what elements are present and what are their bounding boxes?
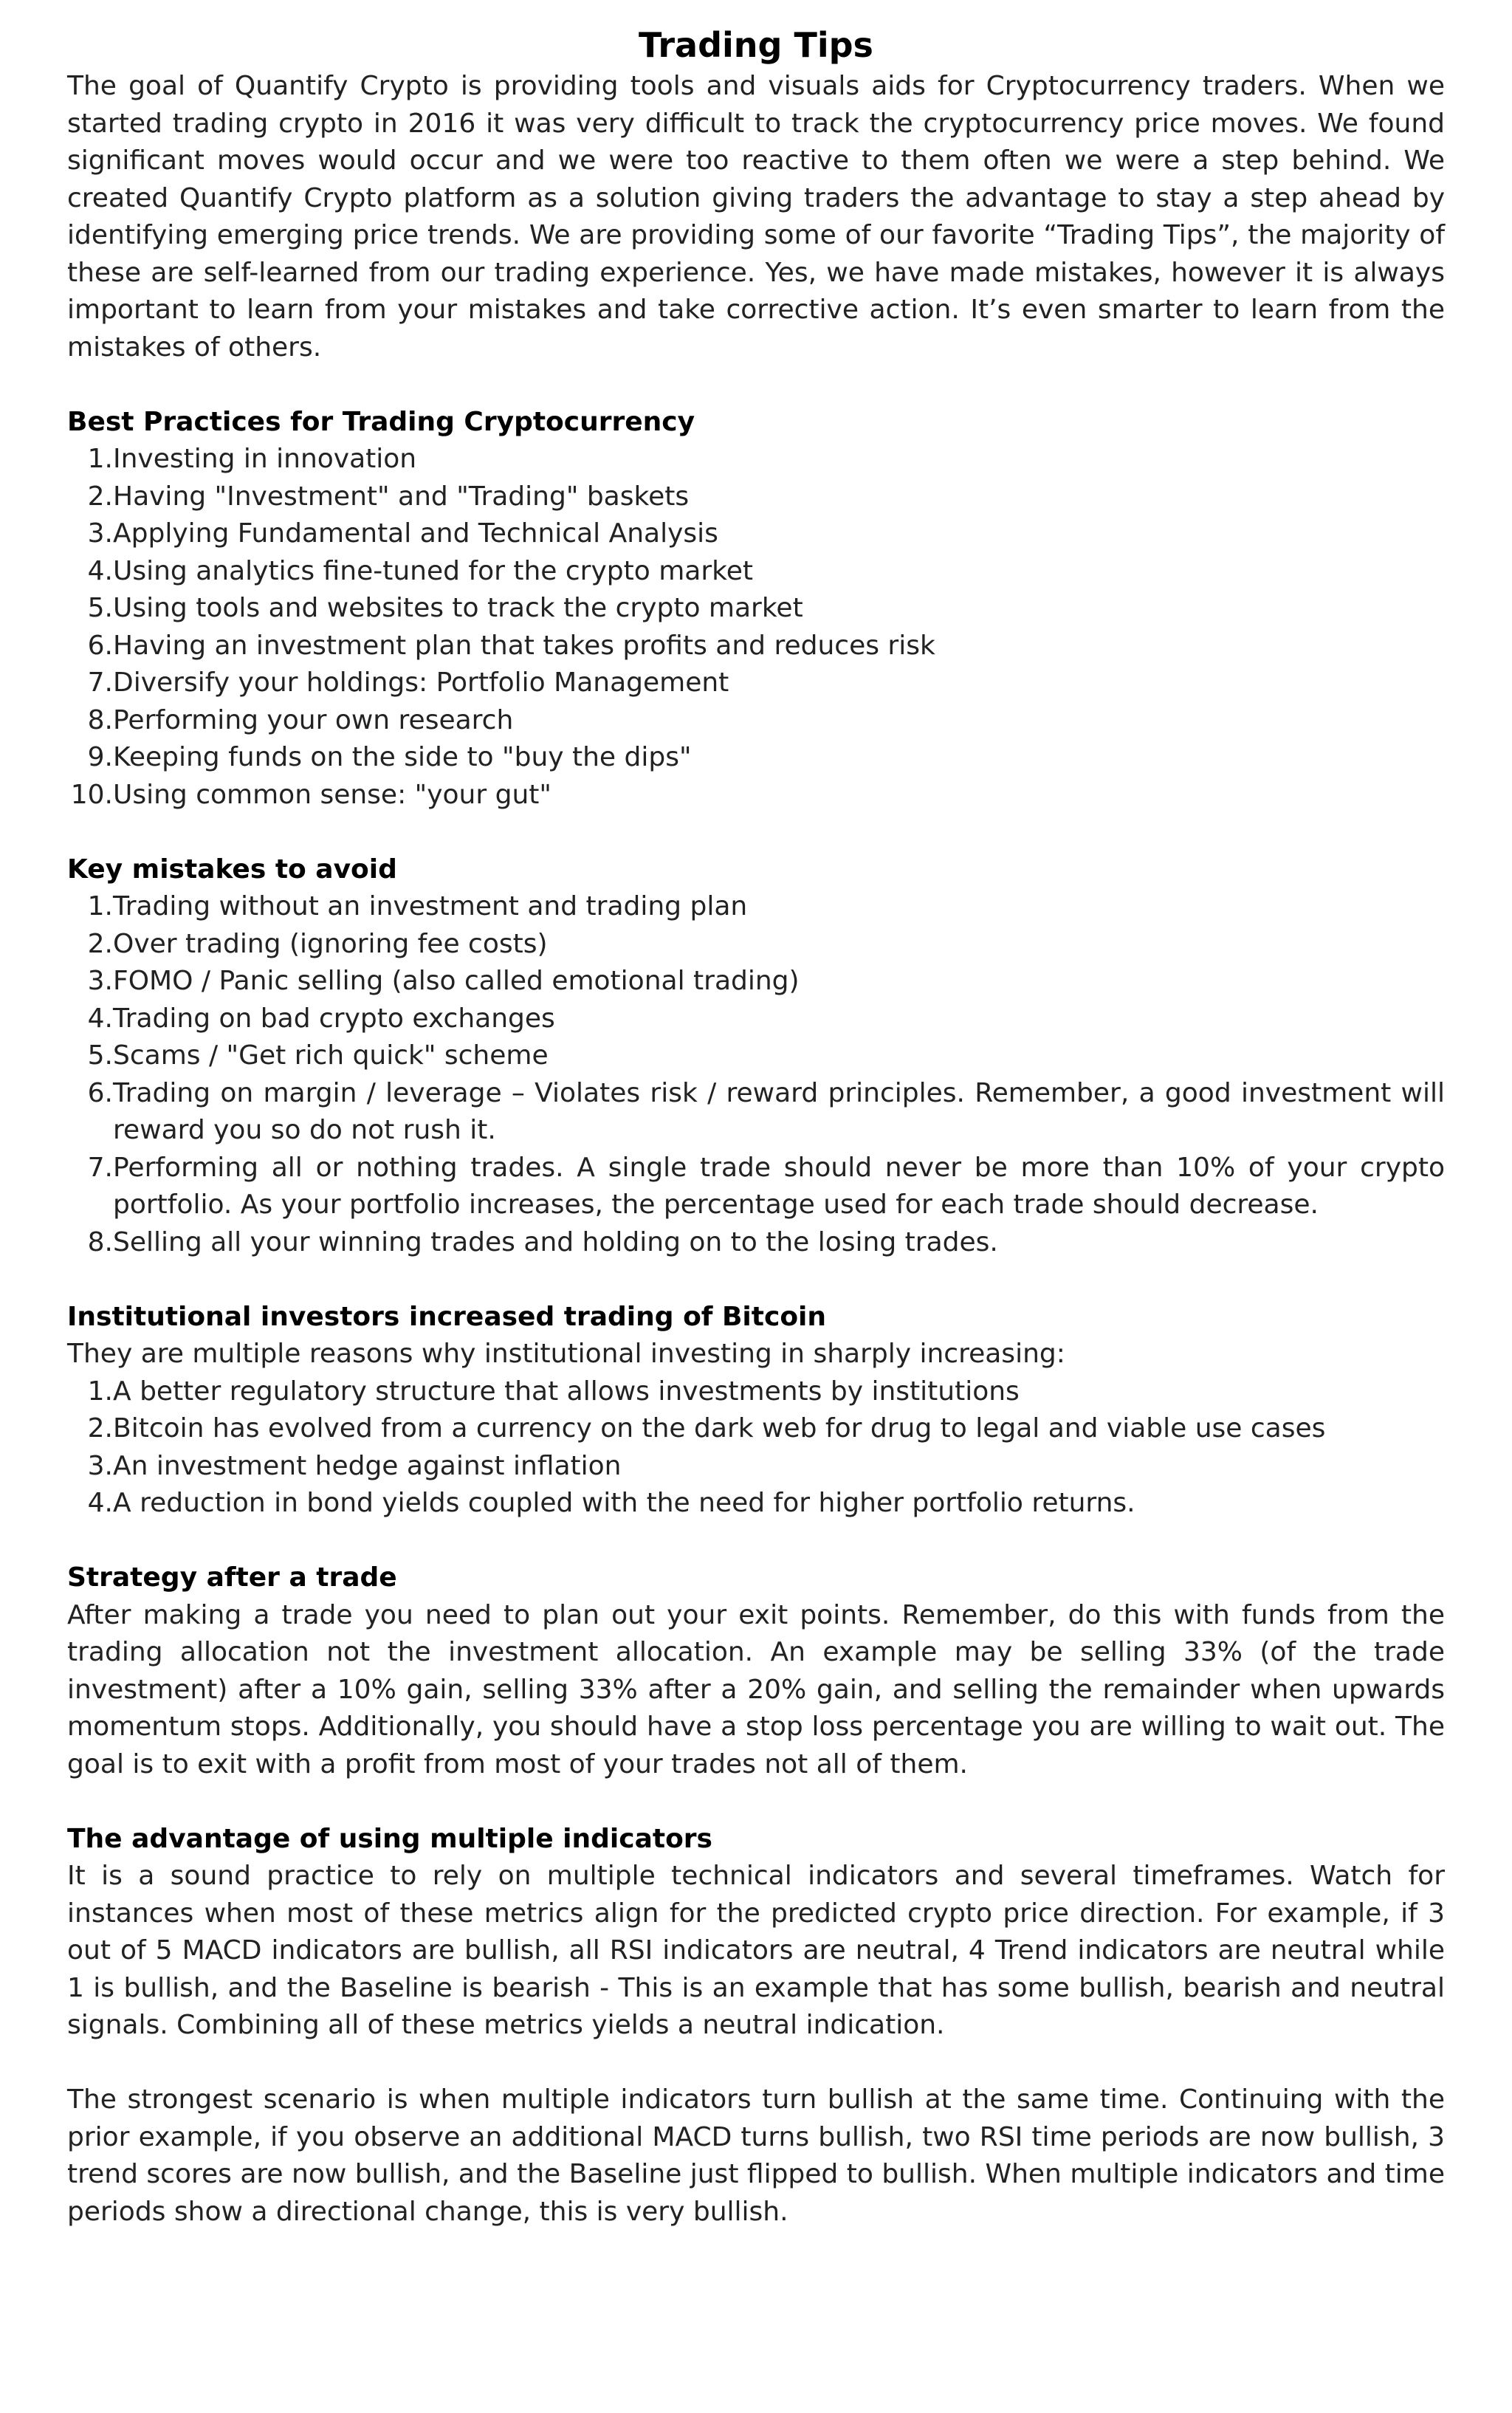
list-item-text: A better regulatory structure that allows investments by institutions <box>113 1376 1020 1407</box>
list-item-text: Keeping funds on the side to "buy the dips" <box>113 742 692 772</box>
list-number: 3. <box>87 966 113 996</box>
list-number: 5. <box>87 593 113 623</box>
list-item <box>67 441 1445 478</box>
intro-paragraph: The goal of Quantify Crypto is providing tools and visuals aids for Cryptocurrency traders. When we started trading crypto in 2016 it was very difficult to track the cryptocurrency price moves. We found significant moves would occur and we were too reactive to them often we were a step behind. We created Quantify Crypto platform as a solution giving traders the advantage to stay a step ahead by identifying emerging price trends. We are providing some of our favorite “Trading Tips”, the majority of these are self-learned from our trading experience. Yes, we have made mistakes, however it is always important to learn from your mistakes and take corrective action. It’s even smarter to learn from the mistakes of others. <box>67 71 1445 363</box>
spacer <box>67 1783 1445 1821</box>
spacer <box>67 1261 1445 1299</box>
list-number: 4. <box>87 1488 113 1518</box>
list-item <box>67 1373 1445 1411</box>
list-item <box>67 739 1445 777</box>
list-item <box>67 888 1445 926</box>
list-item-text: Trading without an investment and trading plan <box>113 891 748 921</box>
list-item <box>67 1485 1445 1523</box>
mistakes-list <box>67 888 1445 1261</box>
institutional-intro: They are multiple reasons why institutional investing in sharply increasing: <box>67 1339 1065 1369</box>
list-item-text: Investing in innovation <box>113 444 417 474</box>
list-item <box>67 1150 1445 1224</box>
institutional-heading: Institutional investors increased trading of Bitcoin <box>67 1301 827 1332</box>
spacer <box>67 366 1445 404</box>
list-number: 4. <box>87 1003 113 1034</box>
document-page <box>67 22 1445 2231</box>
list-item <box>67 777 1445 814</box>
spacer <box>67 1523 1445 1560</box>
list-item-text: Having an investment plan that takes profits and reduces risk <box>113 630 935 661</box>
list-number: 1. <box>87 891 113 921</box>
list-item-text: An investment hedge against inflation <box>113 1450 622 1481</box>
list-number: 3. <box>87 518 113 549</box>
spacer <box>67 2045 1445 2082</box>
list-item <box>67 590 1445 628</box>
list-item <box>67 1000 1445 1038</box>
list-item <box>67 515 1445 553</box>
list-item-text: A reduction in bond yields coupled with the need for higher portfolio returns. <box>113 1488 1135 1518</box>
list-number: 9. <box>87 742 113 772</box>
list-item <box>67 553 1445 591</box>
list-number: 3. <box>87 1450 113 1481</box>
list-item-text: Using common sense: "your gut" <box>113 779 551 810</box>
list-item-text: Trading on margin / leverage – Violates risk / reward principles. Remember, a good investment will reward you so do not rush it. <box>113 1077 1445 1145</box>
list-number: 8. <box>87 704 113 735</box>
best-practices-heading: Best Practices for Trading Cryptocurrency <box>67 406 695 437</box>
strategy-paragraph: After making a trade you need to plan out your exit points. Remember, do this with funds from the trading allocation not the investment allocation. An example may be selling 33% (of the trade investment) after a 10% gain, selling 33% after a 20% gain, and selling the remainder when upwards momentum stops. Additionally, you should have a stop loss percentage you are willing to wait out. The goal is to exit with a profit from most of your trades not all of them. <box>67 1599 1445 1779</box>
list-item <box>67 1410 1445 1448</box>
indicators-heading: The advantage of using multiple indicators <box>67 1823 712 1854</box>
list-number: 5. <box>87 1040 113 1071</box>
list-number: 1. <box>87 1376 113 1407</box>
list-number: 8. <box>87 1226 113 1257</box>
list-item-text: FOMO / Panic selling (also called emotional trading) <box>113 966 800 996</box>
list-number: 10. <box>70 779 113 810</box>
list-item-text: Selling all your winning trades and holding on to the losing trades. <box>113 1226 998 1257</box>
list-item <box>67 702 1445 740</box>
list-item-text: Applying Fundamental and Technical Analysis <box>113 518 718 549</box>
list-number: 2. <box>87 481 113 512</box>
list-item <box>67 478 1445 516</box>
list-item <box>67 926 1445 964</box>
list-number: 2. <box>87 1413 113 1444</box>
list-number: 2. <box>87 928 113 959</box>
list-item <box>67 1037 1445 1075</box>
list-item-text: Scams / "Get rich quick" scheme <box>113 1040 549 1071</box>
list-item-text: Using tools and websites to track the crypto market <box>113 593 803 623</box>
list-number: 6. <box>87 630 113 661</box>
spacer <box>67 814 1445 851</box>
list-item-text: Performing your own research <box>113 704 514 735</box>
institutional-list <box>67 1373 1445 1523</box>
list-item-text: Having "Investment" and "Trading" baskets <box>113 481 690 512</box>
list-item <box>67 1448 1445 1486</box>
list-item <box>67 1224 1445 1262</box>
mistakes-heading: Key mistakes to avoid <box>67 854 397 885</box>
list-number: 7. <box>87 667 113 698</box>
indicators-paragraph-1: It is a sound practice to rely on multiple technical indicators and several timeframes. Watch for instances when most of these metrics align for the predicted crypto price direction. For example, if 3 out of 5 MACD indicators are bullish, all RSI indicators are neutral, 4 Trend indicators are neutral while 1 is bullish, and the Baseline is bearish - This is an example that has some bullish, bearish and neutral signals. Combining all of these metrics yields a neutral indication. <box>67 1861 1445 2040</box>
strategy-heading: Strategy after a trade <box>67 1562 397 1593</box>
list-item-text: Performing all or nothing trades. A single trade should never be more than 10% of your crypto portfolio. As your portfolio increases, the percentage used for each trade should decrease. <box>113 1152 1445 1220</box>
list-item-text: Using analytics fine-tuned for the crypto market <box>113 555 753 586</box>
list-item-text: Bitcoin has evolved from a currency on the dark web for drug to legal and viable use cases <box>113 1413 1326 1444</box>
best-practices-list <box>67 441 1445 814</box>
list-item <box>67 963 1445 1000</box>
list-number: 4. <box>87 555 113 586</box>
list-number: 6. <box>87 1077 113 1108</box>
list-item <box>67 665 1445 702</box>
list-item <box>67 1075 1445 1150</box>
list-item-text: Diversify your holdings: Portfolio Management <box>113 667 729 698</box>
indicators-paragraph-2: The strongest scenario is when multiple indicators turn bullish at the same time. Continuing with the prior example, if you observe an additional MACD turns bullish, two RSI time periods are now bullish, 3 trend scores are now bullish, and the Baseline just flipped to bullish. When multiple indicators and time periods show a directional change, this is very bullish. <box>67 2084 1445 2227</box>
list-item-text: Trading on bad crypto exchanges <box>113 1003 555 1034</box>
list-item <box>67 628 1445 665</box>
list-item-text: Over trading (ignoring fee costs) <box>113 928 548 959</box>
page-title: Trading Tips <box>639 25 873 65</box>
list-number: 7. <box>87 1152 113 1183</box>
list-number: 1. <box>87 444 113 474</box>
